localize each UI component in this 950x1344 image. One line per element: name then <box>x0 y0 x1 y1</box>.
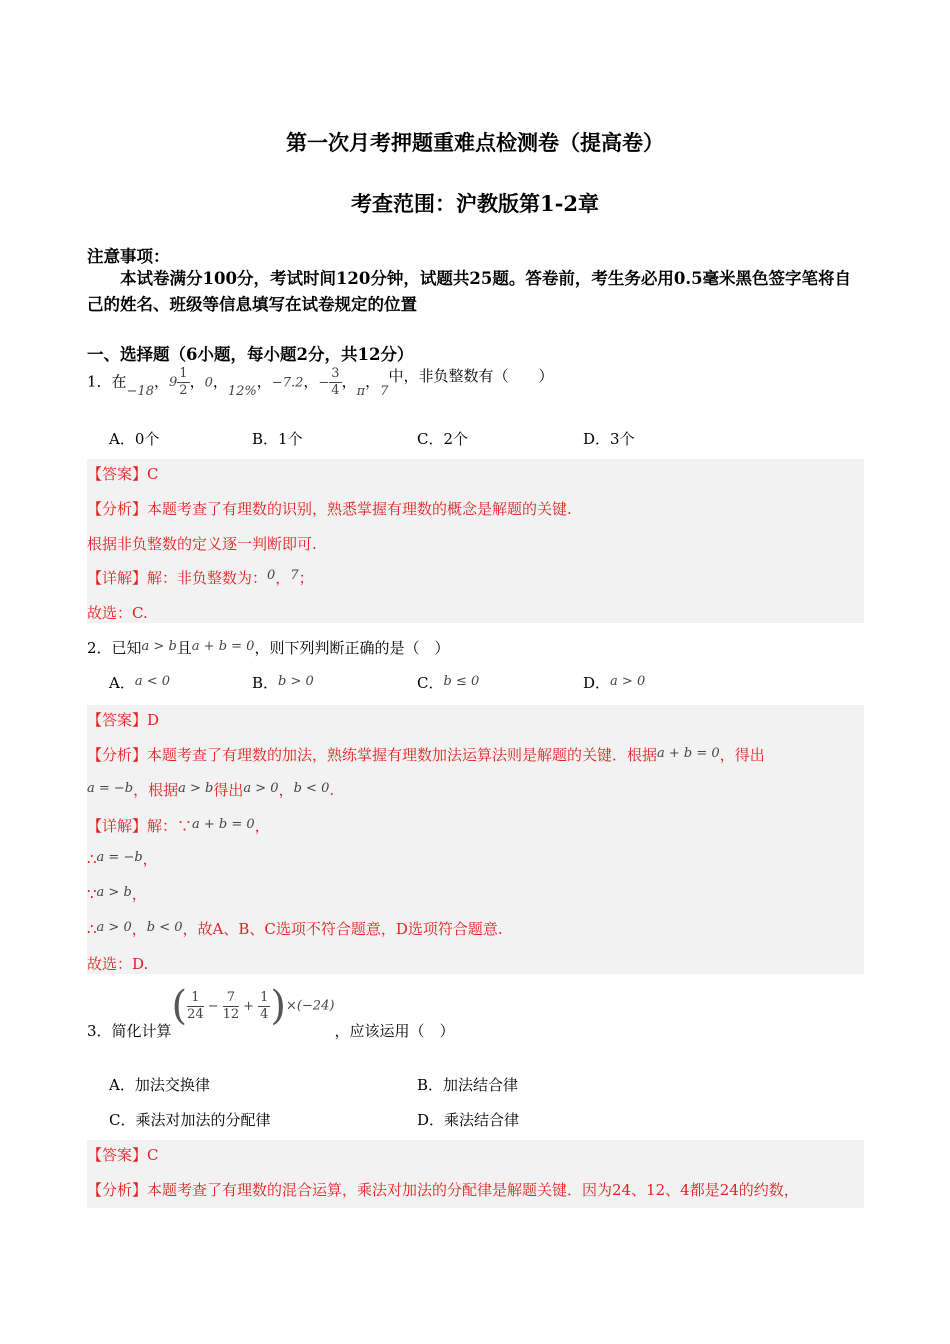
q2-analysis-text: 得出 <box>213 781 244 799</box>
page-subtitle: 考查范围：沪教版第1-2章 <box>351 191 599 216</box>
q2-analysis-text: ，根据 <box>133 781 179 799</box>
q3-den: 4 <box>260 1006 269 1022</box>
because-symbol: ∵ <box>87 885 97 903</box>
q3-den: 24 <box>187 1006 204 1022</box>
q3-den: 12 <box>222 1006 240 1022</box>
q2-detail-text: 【详解】解：∵ <box>87 817 193 835</box>
question-1: 1．在−18，9 $\frac{1}{2}$ ，0，12%，−7.2，− $\frac{3}{4}$ ，π，7中，非负整数有（ ） <box>87 366 554 399</box>
q1-option-b: B．1个 <box>252 430 303 448</box>
q2-analysis-math: a = −b <box>87 781 134 796</box>
q2-step-text: ，故A、B、C选项不符合题意，D选项符合题意. <box>182 920 503 938</box>
q3-num: 1 <box>260 989 269 1005</box>
q2-option-a <box>109 672 170 693</box>
q1-num: 1 <box>179 366 188 381</box>
q2-option-b <box>252 672 314 693</box>
q2-step-because: ∵a > b， <box>87 885 147 903</box>
page-title: 第一次月考押题重难点检测卷（提高卷） <box>286 130 664 155</box>
q2-option-label: D． <box>583 674 611 692</box>
question-2 <box>87 637 449 658</box>
q1-mixed <box>169 366 190 399</box>
q3-option-c: C．乘法对加法的分配律 <box>109 1111 271 1129</box>
q2-step-therefore-2: ∴a > 0，b < 0，故A、B、C选项不符合题意，D选项符合题意. <box>87 920 503 938</box>
q1-item: 12% <box>227 383 257 399</box>
q3-frac-1 <box>187 990 204 1023</box>
notes-heading: 注意事项： <box>87 247 170 266</box>
q2-step-math: a > 0 <box>96 920 132 935</box>
q3-prefix: 3．简化计算 <box>87 1022 172 1040</box>
q2-answer: 【答案】D <box>87 711 160 729</box>
q1-detail-val: 0 <box>267 568 276 583</box>
q2-cond2: a + b = 0 <box>191 639 255 654</box>
q1-item: −7.2 <box>271 375 304 391</box>
q3-op: − <box>207 998 219 1014</box>
q2-detail-math: a + b = 0 <box>192 817 255 832</box>
q1-detail-val: 7 <box>290 568 299 583</box>
q1-frac2 <box>329 366 341 399</box>
q2-analysis-math: a > 0 <box>243 781 279 796</box>
left-paren-icon: ( <box>171 983 188 1029</box>
q1-item: 7 <box>380 383 389 399</box>
q3-times: ×(−24) <box>285 998 335 1014</box>
q3-option-b: B．加法结合律 <box>417 1076 519 1094</box>
q1-answer: 【答案】C <box>87 465 159 483</box>
q3-option-a: A．加法交换律 <box>109 1076 210 1094</box>
q2-option-c <box>417 672 479 693</box>
q2-and: 且 <box>176 639 192 657</box>
q1-detail: 【详解】解：非负整数为：0，7； <box>87 568 314 587</box>
q2-analysis-text: ，得出 <box>719 746 765 764</box>
section-heading: 一、选择题（6小题，每小题2分，共12分） <box>87 345 414 364</box>
q2-step-math: b < 0 <box>146 920 183 935</box>
q1-detail-text: 【详解】解：非负整数为： <box>87 569 268 587</box>
q1-whole: 9 <box>169 375 178 390</box>
q1-prefix: 1．在 <box>87 372 127 391</box>
therefore-symbol: ∴ <box>87 850 97 868</box>
q1-option-a: A．0个 <box>109 430 160 448</box>
q1-den2: 4 <box>331 383 340 398</box>
q3-analysis: 【分析】本题考查了有理数的混合运算，乘法对加法的分配律是解题关键．因为24、12、4都是24的约数， <box>87 1181 799 1199</box>
q2-step-therefore-1: ∴a = −b， <box>87 850 158 868</box>
q1-option-d: D．3个 <box>583 430 635 448</box>
q2-analysis-math: b < 0 <box>293 781 330 796</box>
q2-option-label: A． <box>109 674 135 692</box>
q3-num: 1 <box>187 990 204 1007</box>
q3-answer: 【答案】C <box>87 1146 159 1164</box>
q2-option-math: a > 0 <box>610 674 646 689</box>
q2-option-d <box>583 672 645 693</box>
q1-suffix: 中，非负整数有（ ） <box>388 366 554 385</box>
q1-frac <box>177 366 189 399</box>
q1-item: 0 <box>204 375 213 391</box>
q3-num: 7 <box>223 990 240 1007</box>
q2-step-math: a = −b <box>96 850 143 865</box>
q2-analysis <box>87 744 765 765</box>
q2-prefix: 2．已知 <box>87 639 142 657</box>
q3-frac-3 <box>258 990 270 1023</box>
q1-option-c: C．2个 <box>417 430 469 448</box>
q2-option-math: b ≤ 0 <box>443 674 480 689</box>
q1-item: π <box>356 383 366 399</box>
q1-item: −18 <box>126 383 154 399</box>
q2-option-math: b > 0 <box>278 674 314 689</box>
q2-option-label: C． <box>417 674 444 692</box>
q2-option-label: B． <box>252 674 279 692</box>
q1-choose: 故选：C. <box>87 604 148 622</box>
notes-body: 本试卷满分100分，考试时间120分钟，试题共25题。答卷前，考生务必用0.5毫米黑色签字笔将自己的姓名、班级等信息填写在试卷规定的位置 <box>87 269 852 314</box>
question-3 <box>87 983 455 1040</box>
q2-suffix: ，则下列判断正确的是（ ） <box>254 639 450 657</box>
q3-option-d: D．乘法结合律 <box>417 1111 520 1129</box>
q3-op: + <box>243 998 255 1014</box>
q1-neg: − <box>318 375 330 391</box>
q2-analysis-2: a = −b，根据a > b得出a > 0，b < 0. <box>87 781 335 799</box>
q1-num2: 3 <box>331 366 340 381</box>
q2-analysis-text: 【分析】本题考查了有理数的加法，熟练掌握有理数加法运算法则是解题的关键．根据 <box>87 746 658 764</box>
therefore-symbol: ∴ <box>87 920 97 938</box>
q1-analysis: 【分析】本题考查了有理数的识别，熟悉掌握有理数的概念是解题的关键. <box>87 500 572 518</box>
right-paren-icon: ) <box>270 983 286 1029</box>
q3-suffix: ，应该运用（ ） <box>334 1022 455 1040</box>
q1-den: 2 <box>179 383 188 398</box>
q1-analysis-2: 根据非负整数的定义逐一判断即可. <box>87 535 317 553</box>
q2-analysis-math: a + b = 0 <box>657 746 720 761</box>
q2-analysis-math: a > b <box>178 781 214 796</box>
q2-step-math: a > b <box>96 885 132 900</box>
q2-option-math: a < 0 <box>134 674 171 689</box>
q2-cond1: a > b <box>141 639 177 654</box>
q2-choose: 故选：D. <box>87 955 149 973</box>
q2-detail: 【详解】解：∵a + b = 0， <box>87 817 270 835</box>
q3-frac-2 <box>223 990 240 1023</box>
